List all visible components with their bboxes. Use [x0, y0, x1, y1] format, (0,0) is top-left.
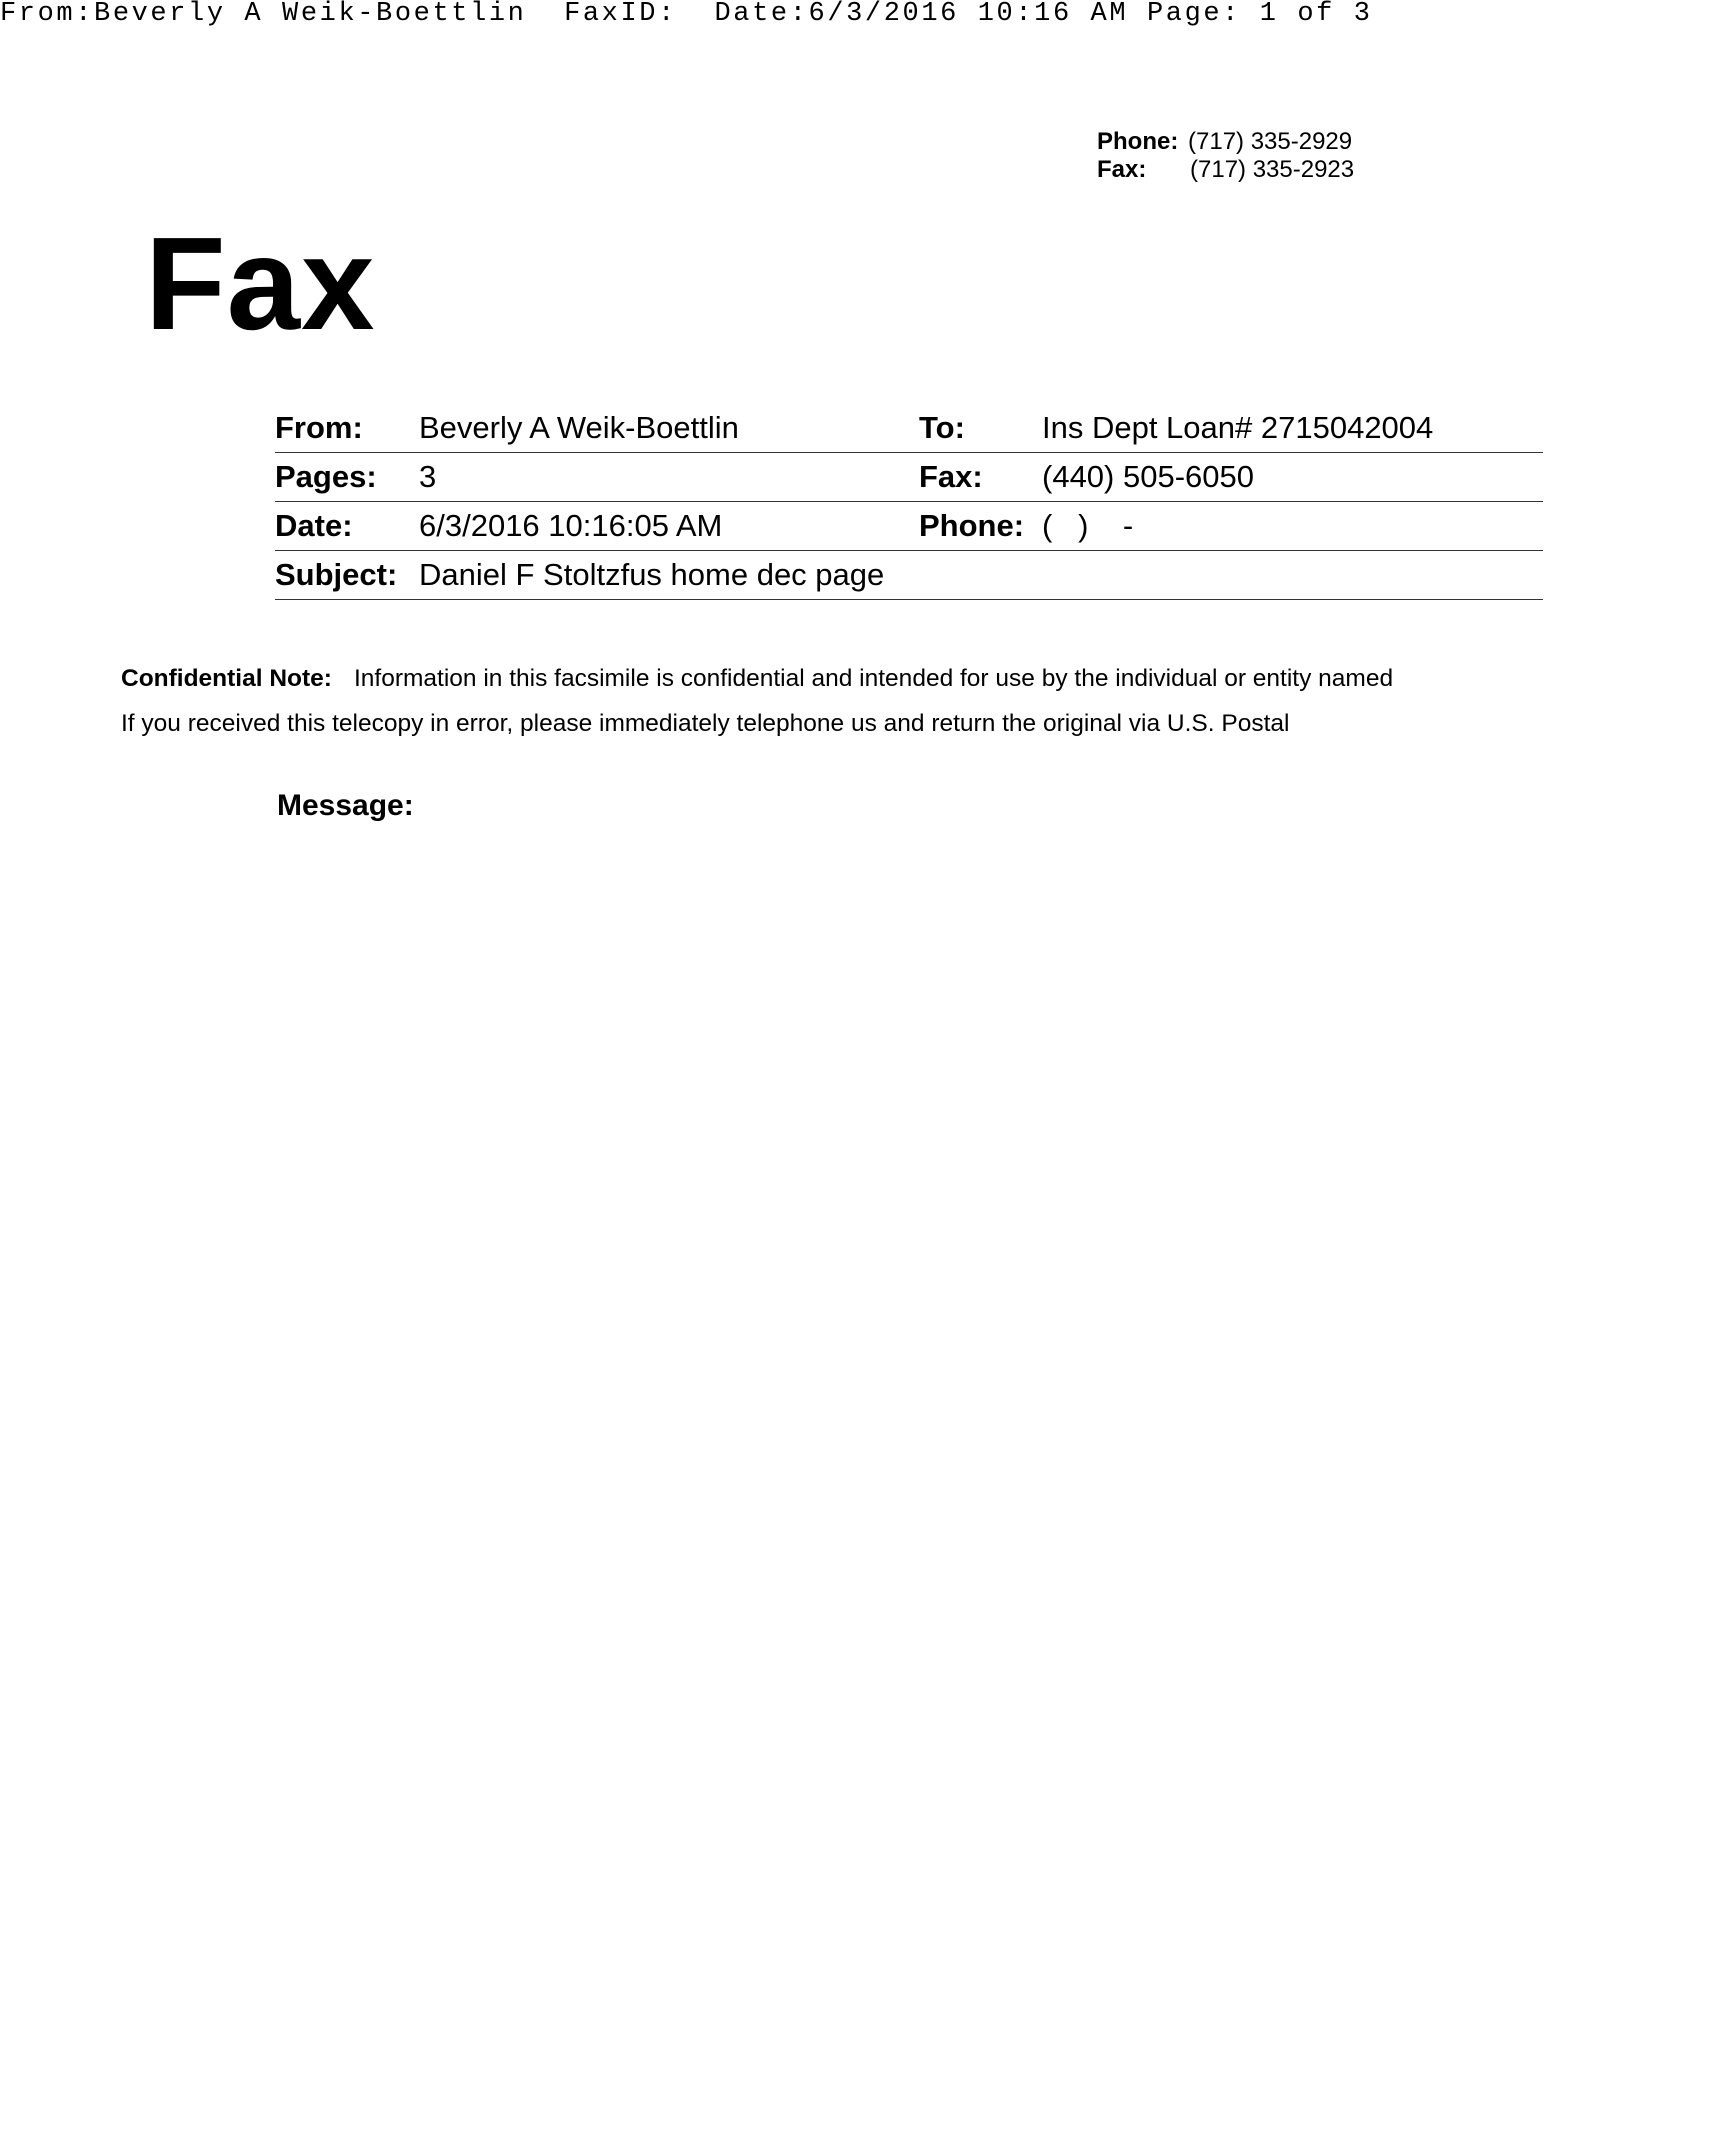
- subject-label: Subject:: [275, 557, 398, 592]
- table-row: [275, 502, 1543, 551]
- recipient-fax-label: Fax:: [919, 459, 983, 494]
- sender-phone-label: Phone:: [1097, 128, 1179, 155]
- date-value: 6/3/2016 10:16:05 AM: [419, 508, 723, 543]
- sender-phone-value: (717) 335-2929: [1188, 128, 1353, 155]
- recipient-fax-value: (440) 505-6050: [1042, 459, 1254, 494]
- table-row: [275, 453, 1543, 502]
- confidential-text-1: Information in this facsimile is confidential and intended for use by the individual or entity named: [353, 665, 1394, 692]
- to-label: To:: [919, 410, 965, 445]
- confidential-line-1: [121, 656, 1393, 701]
- recipient-phone-label: Phone:: [919, 508, 1025, 543]
- sender-fax-row: [1097, 156, 1354, 184]
- sender-fax-label: Fax:: [1097, 156, 1147, 183]
- table-row: [275, 404, 1543, 453]
- date-label: Date:: [275, 508, 353, 543]
- recipient-phone-value: ( ) -: [1042, 508, 1134, 543]
- sender-phone-row: [1097, 128, 1354, 156]
- sender-contact-block: [1097, 128, 1354, 184]
- table-row: [275, 551, 1543, 600]
- to-value: Ins Dept Loan# 2715042004: [1042, 410, 1434, 445]
- page-title: Fax: [145, 210, 376, 357]
- sender-fax-value: (717) 335-2923: [1190, 156, 1355, 183]
- fax-transmission-header: From:Beverly A Weik-Boettlin FaxID: Date:6/3/2016 10:16 AM Page: 1 of 3: [0, 0, 1373, 29]
- message-label: Message:: [277, 789, 414, 822]
- from-value: Beverly A Weik-Boettlin: [419, 410, 739, 445]
- subject-value: Daniel F Stoltzfus home dec page: [419, 557, 885, 592]
- confidential-note: [121, 656, 1393, 746]
- pages-value: 3: [419, 459, 437, 494]
- from-label: From:: [275, 410, 363, 445]
- confidential-text-2: If you received this telecopy in error, please immediately telephone us and return the original via U.S. Postal: [121, 710, 1290, 737]
- pages-label: Pages:: [275, 459, 377, 494]
- cover-info-table: [275, 404, 1543, 600]
- confidential-label: Confidential Note:: [121, 665, 332, 692]
